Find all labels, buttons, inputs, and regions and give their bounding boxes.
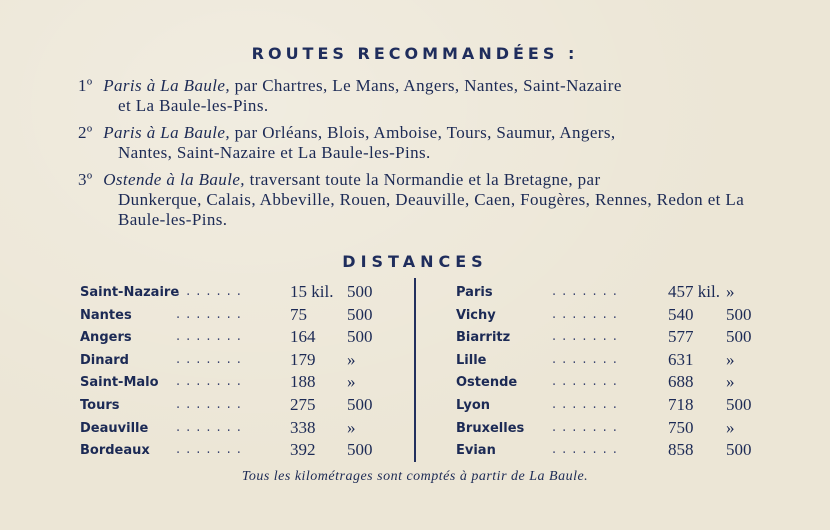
price-value: 500: [347, 304, 373, 324]
route-number: 2º: [78, 123, 93, 142]
distance-km: 338: [290, 417, 316, 437]
distance-row: [456, 282, 756, 305]
city-name: Saint-Nazaire: [80, 285, 180, 300]
city-name: Vichy: [456, 307, 496, 323]
price-value: 500: [726, 440, 752, 460]
price-value: 500: [726, 394, 752, 414]
distance-row: [456, 440, 756, 463]
route-1: [78, 76, 768, 116]
leader-dots: .......: [176, 284, 247, 299]
column-divider: [414, 278, 416, 462]
leader-dots: .......: [176, 329, 247, 345]
route-description-continued: et La Baule-les-Pins.: [118, 96, 269, 115]
leader-dots: .......: [176, 351, 247, 367]
price-value: 500: [347, 394, 373, 414]
price-value: 500: [347, 440, 373, 460]
city-name: Lyon: [456, 397, 491, 413]
price-value: 500: [347, 282, 373, 301]
distance-row: [80, 372, 380, 395]
distance-row: [80, 350, 380, 373]
city-name: Saint-Malo: [80, 375, 159, 391]
price-value: »: [347, 372, 356, 392]
city-name: Evian: [456, 443, 496, 459]
city-name: Bordeaux: [80, 443, 150, 459]
distance-row: [456, 305, 756, 328]
distance-km: 631: [668, 349, 694, 369]
route-3: [78, 170, 768, 230]
route-description: par Orléans, Blois, Amboise, Tours, Saumur, Angers,: [234, 123, 616, 142]
price-value: 500: [726, 304, 752, 324]
distance-row: [456, 395, 756, 418]
city-name: Tours: [80, 397, 120, 413]
distance-km: 858: [668, 440, 694, 460]
price-value: »: [726, 282, 735, 301]
distance-km: 275: [290, 394, 316, 414]
route-number: 3º: [78, 170, 93, 189]
route-number: 1º: [78, 76, 93, 95]
distance-row: [80, 395, 380, 418]
distances-right-column: [456, 282, 756, 463]
routes-list: [78, 76, 768, 237]
city-name: Lille: [456, 352, 487, 368]
distance-km: 75: [290, 304, 307, 324]
route-endpoints: Paris à La Baule,: [103, 76, 230, 95]
distance-km: 164: [290, 327, 316, 347]
leader-dots: .......: [176, 442, 247, 458]
price-value: »: [347, 349, 356, 369]
distance-row: [80, 282, 380, 305]
leader-dots: .......: [552, 419, 623, 435]
city-name: Angers: [80, 330, 132, 346]
distance-km: 688: [668, 372, 694, 392]
distance-km: 540: [668, 304, 694, 324]
leader-dots: .......: [552, 329, 623, 345]
routes-heading: ROUTES RECOMMANDÉES :: [251, 44, 579, 63]
distance-km: 718: [668, 394, 694, 414]
price-value: 500: [726, 327, 752, 347]
route-description-continued: Dunkerque, Calais, Abbeville, Rouen, Deauville, Caen, Fougères, Rennes, Redon et La Baule-les-Pins.: [118, 190, 745, 229]
distances-heading: DISTANCES: [342, 252, 488, 271]
leader-dots: .......: [552, 374, 623, 390]
leader-dots: .......: [552, 396, 623, 412]
city-name: Nantes: [80, 307, 132, 323]
price-value: »: [726, 417, 735, 437]
distances-left-column: [80, 282, 380, 463]
footnote: Tous les kilométrages sont comptés à partir de La Baule.: [241, 469, 589, 484]
city-name: Ostende: [456, 375, 518, 391]
leader-dots: .......: [176, 306, 247, 322]
leader-dots: .......: [176, 396, 247, 412]
distance-km: 457 kil.: [668, 282, 720, 301]
route-description: traversant toute la Normandie et la Bretagne, par: [249, 170, 601, 189]
leader-dots: .......: [552, 284, 623, 299]
distance-km: 15 kil.: [290, 282, 334, 301]
route-description: par Chartres, Le Mans, Angers, Nantes, Saint-Nazaire: [234, 76, 622, 95]
city-name: Bruxelles: [456, 420, 525, 436]
distance-row: [456, 418, 756, 441]
leader-dots: .......: [176, 374, 247, 390]
city-name: Paris: [456, 285, 493, 300]
price-value: »: [726, 372, 735, 392]
distance-row: [456, 327, 756, 350]
distance-km: 392: [290, 440, 316, 460]
leader-dots: .......: [552, 306, 623, 322]
route-endpoints: Paris à La Baule,: [103, 123, 230, 142]
distance-row: [80, 305, 380, 328]
city-name: Dinard: [80, 352, 129, 368]
distance-row: [80, 327, 380, 350]
city-name: Biarritz: [456, 330, 511, 346]
city-name: Deauville: [80, 420, 149, 436]
price-value: »: [726, 349, 735, 369]
route-2: [78, 123, 768, 163]
distance-km: 750: [668, 417, 694, 437]
distance-row: [456, 372, 756, 395]
route-endpoints: Ostende à la Baule,: [103, 170, 245, 189]
price-value: »: [347, 417, 356, 437]
leader-dots: .......: [552, 442, 623, 458]
distance-km: 188: [290, 372, 316, 392]
distance-km: 179: [290, 349, 316, 369]
distance-row: [80, 418, 380, 441]
distance-row: [80, 440, 380, 463]
route-description-continued: Nantes, Saint-Nazaire et La Baule-les-Pins.: [118, 143, 431, 162]
distance-km: 577: [668, 327, 694, 347]
distance-row: [456, 350, 756, 373]
price-value: 500: [347, 327, 373, 347]
leader-dots: .......: [552, 351, 623, 367]
leader-dots: .......: [176, 419, 247, 435]
